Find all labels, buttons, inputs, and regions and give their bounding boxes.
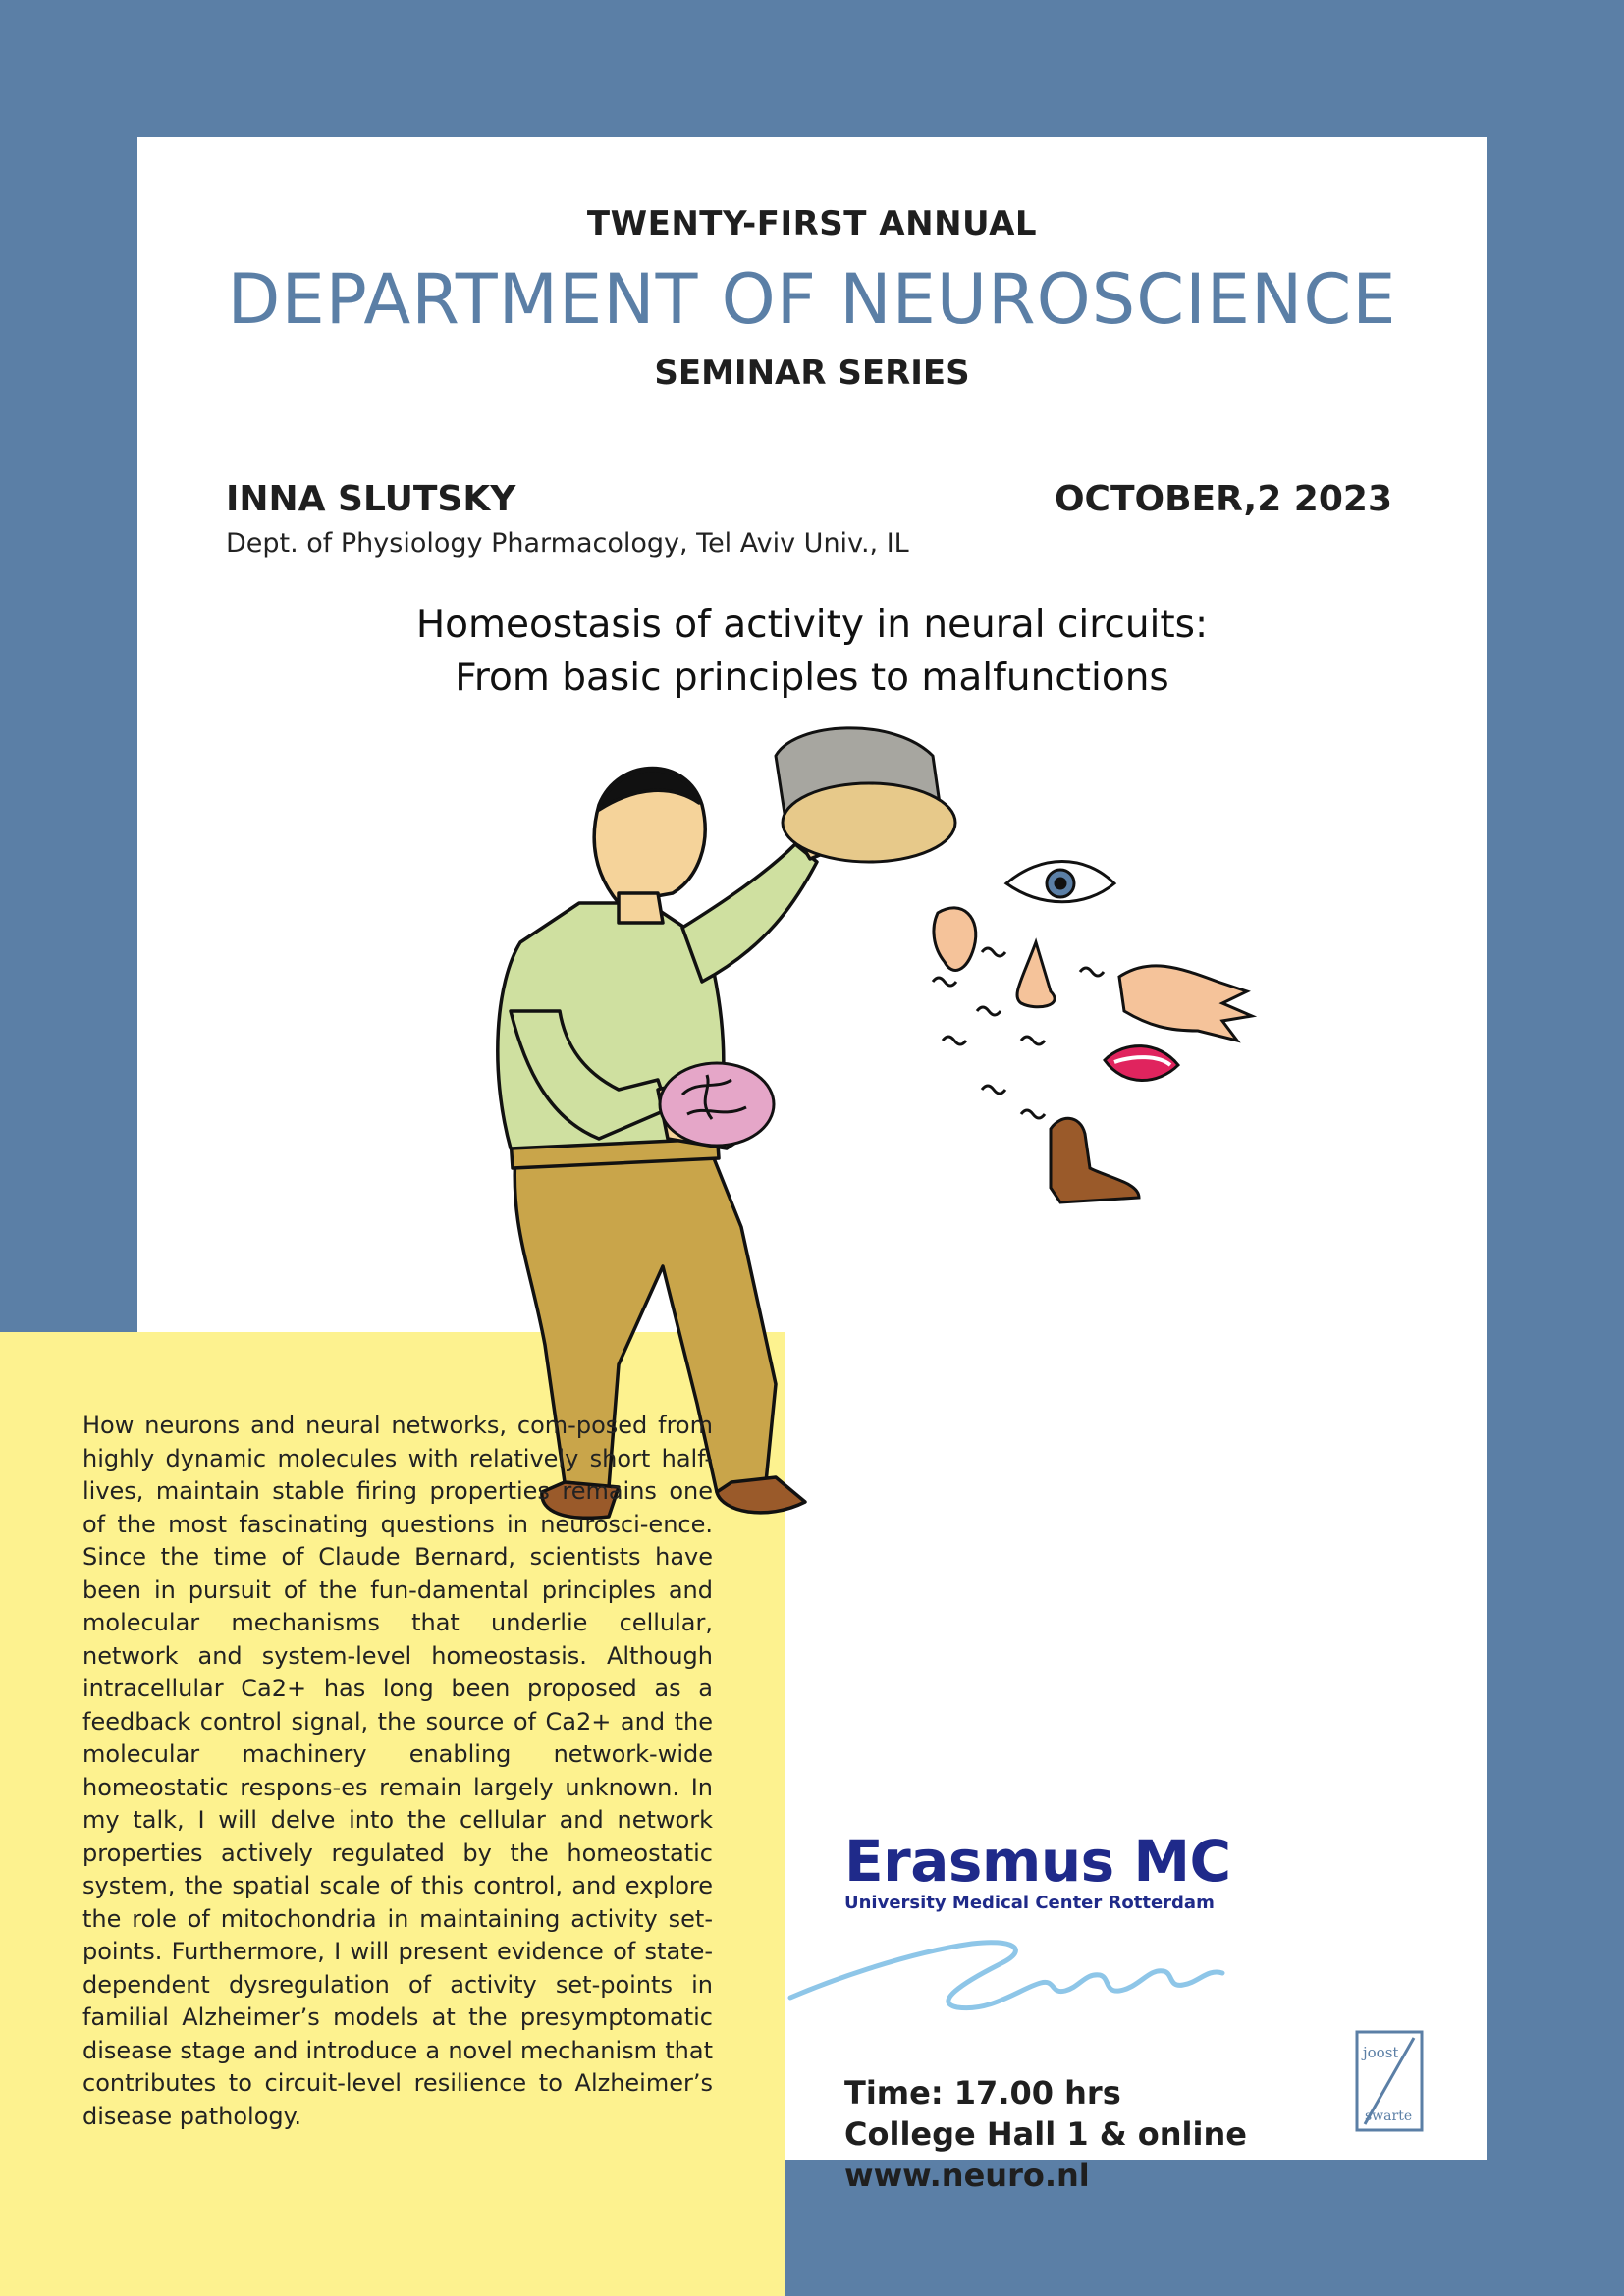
svg-text:joost: joost <box>1363 2044 1399 2061</box>
speaker-name: INNA SLUTSKY <box>226 479 516 519</box>
svg-text:swarte: swarte <box>1365 2109 1413 2124</box>
logo-subtitle: University Medical Center Rotterdam <box>844 1893 1215 1913</box>
venue-info: College Hall 1 & online <box>844 2115 1247 2153</box>
website-link[interactable]: www.neuro.nl <box>844 2157 1090 2194</box>
motion-lines <box>933 948 1104 1118</box>
ear-icon <box>934 908 976 971</box>
abstract-text: How neurons and neural networks, com-posed from highly dynamic molecules with relatively short half-lives, maintain stable firing properties remains one of the most fascinating questions in neurosci-ence. Since the time of Claude Bernard, scientists have been in pursuit of the fun-damental principles and molecular mechanisms that underlie cellular, network and system-level homeostasis. Although intracellular Ca2+ has long been proposed as a feedback control signal, the source of Ca2+ and the molecular machinery enabling network-wide homeostatic respons-es remain largely unknown. In my talk, I will delve into the cellular and network properties actively regulated by the homeostatic system, the spatial scale of this control, and explore the role of mitochondria in maintaining activity set-points. Furthermore, I will present evidence of state-dependent dysregulation of activity set-points in familial Alzheimer’s models at the presymptomatic disease stage and introduce a novel mechanism that contributes to circuit-level resilience to Alzheimer’s disease pathology. <box>82 1412 713 2130</box>
talk-title-line-2: From basic principles to malfunctions <box>455 656 1169 700</box>
speaker-affiliation: Dept. of Physiology Pharmacology, Tel Aviv Univ., IL <box>226 528 909 559</box>
shoe-icon <box>1051 1118 1139 1202</box>
eye-icon <box>1006 862 1114 902</box>
erasmus-mc-logo <box>844 1828 1231 1913</box>
time-info: Time: 17.00 hrs <box>844 2074 1121 2111</box>
erasmus-signature <box>785 1914 1247 2022</box>
seminar-date: OCTOBER,2 2023 <box>1054 479 1392 519</box>
series-kicker: TWENTY-FIRST ANNUAL <box>586 204 1038 243</box>
hat-icon <box>776 728 955 862</box>
hand-icon <box>1119 966 1252 1041</box>
artist-stamp-icon <box>1355 2030 1424 2132</box>
talk-title-line-1: Homeostasis of activity in neural circuits: <box>415 603 1209 647</box>
brain-icon <box>660 1063 774 1146</box>
nose-icon <box>1017 942 1055 1007</box>
series-label: SEMINAR SERIES <box>654 353 970 393</box>
logo-name: Erasmus MC <box>844 1828 1231 1895</box>
department-title: DEPARTMENT OF NEUROSCIENCE <box>227 259 1397 340</box>
mouth-icon <box>1105 1046 1178 1081</box>
